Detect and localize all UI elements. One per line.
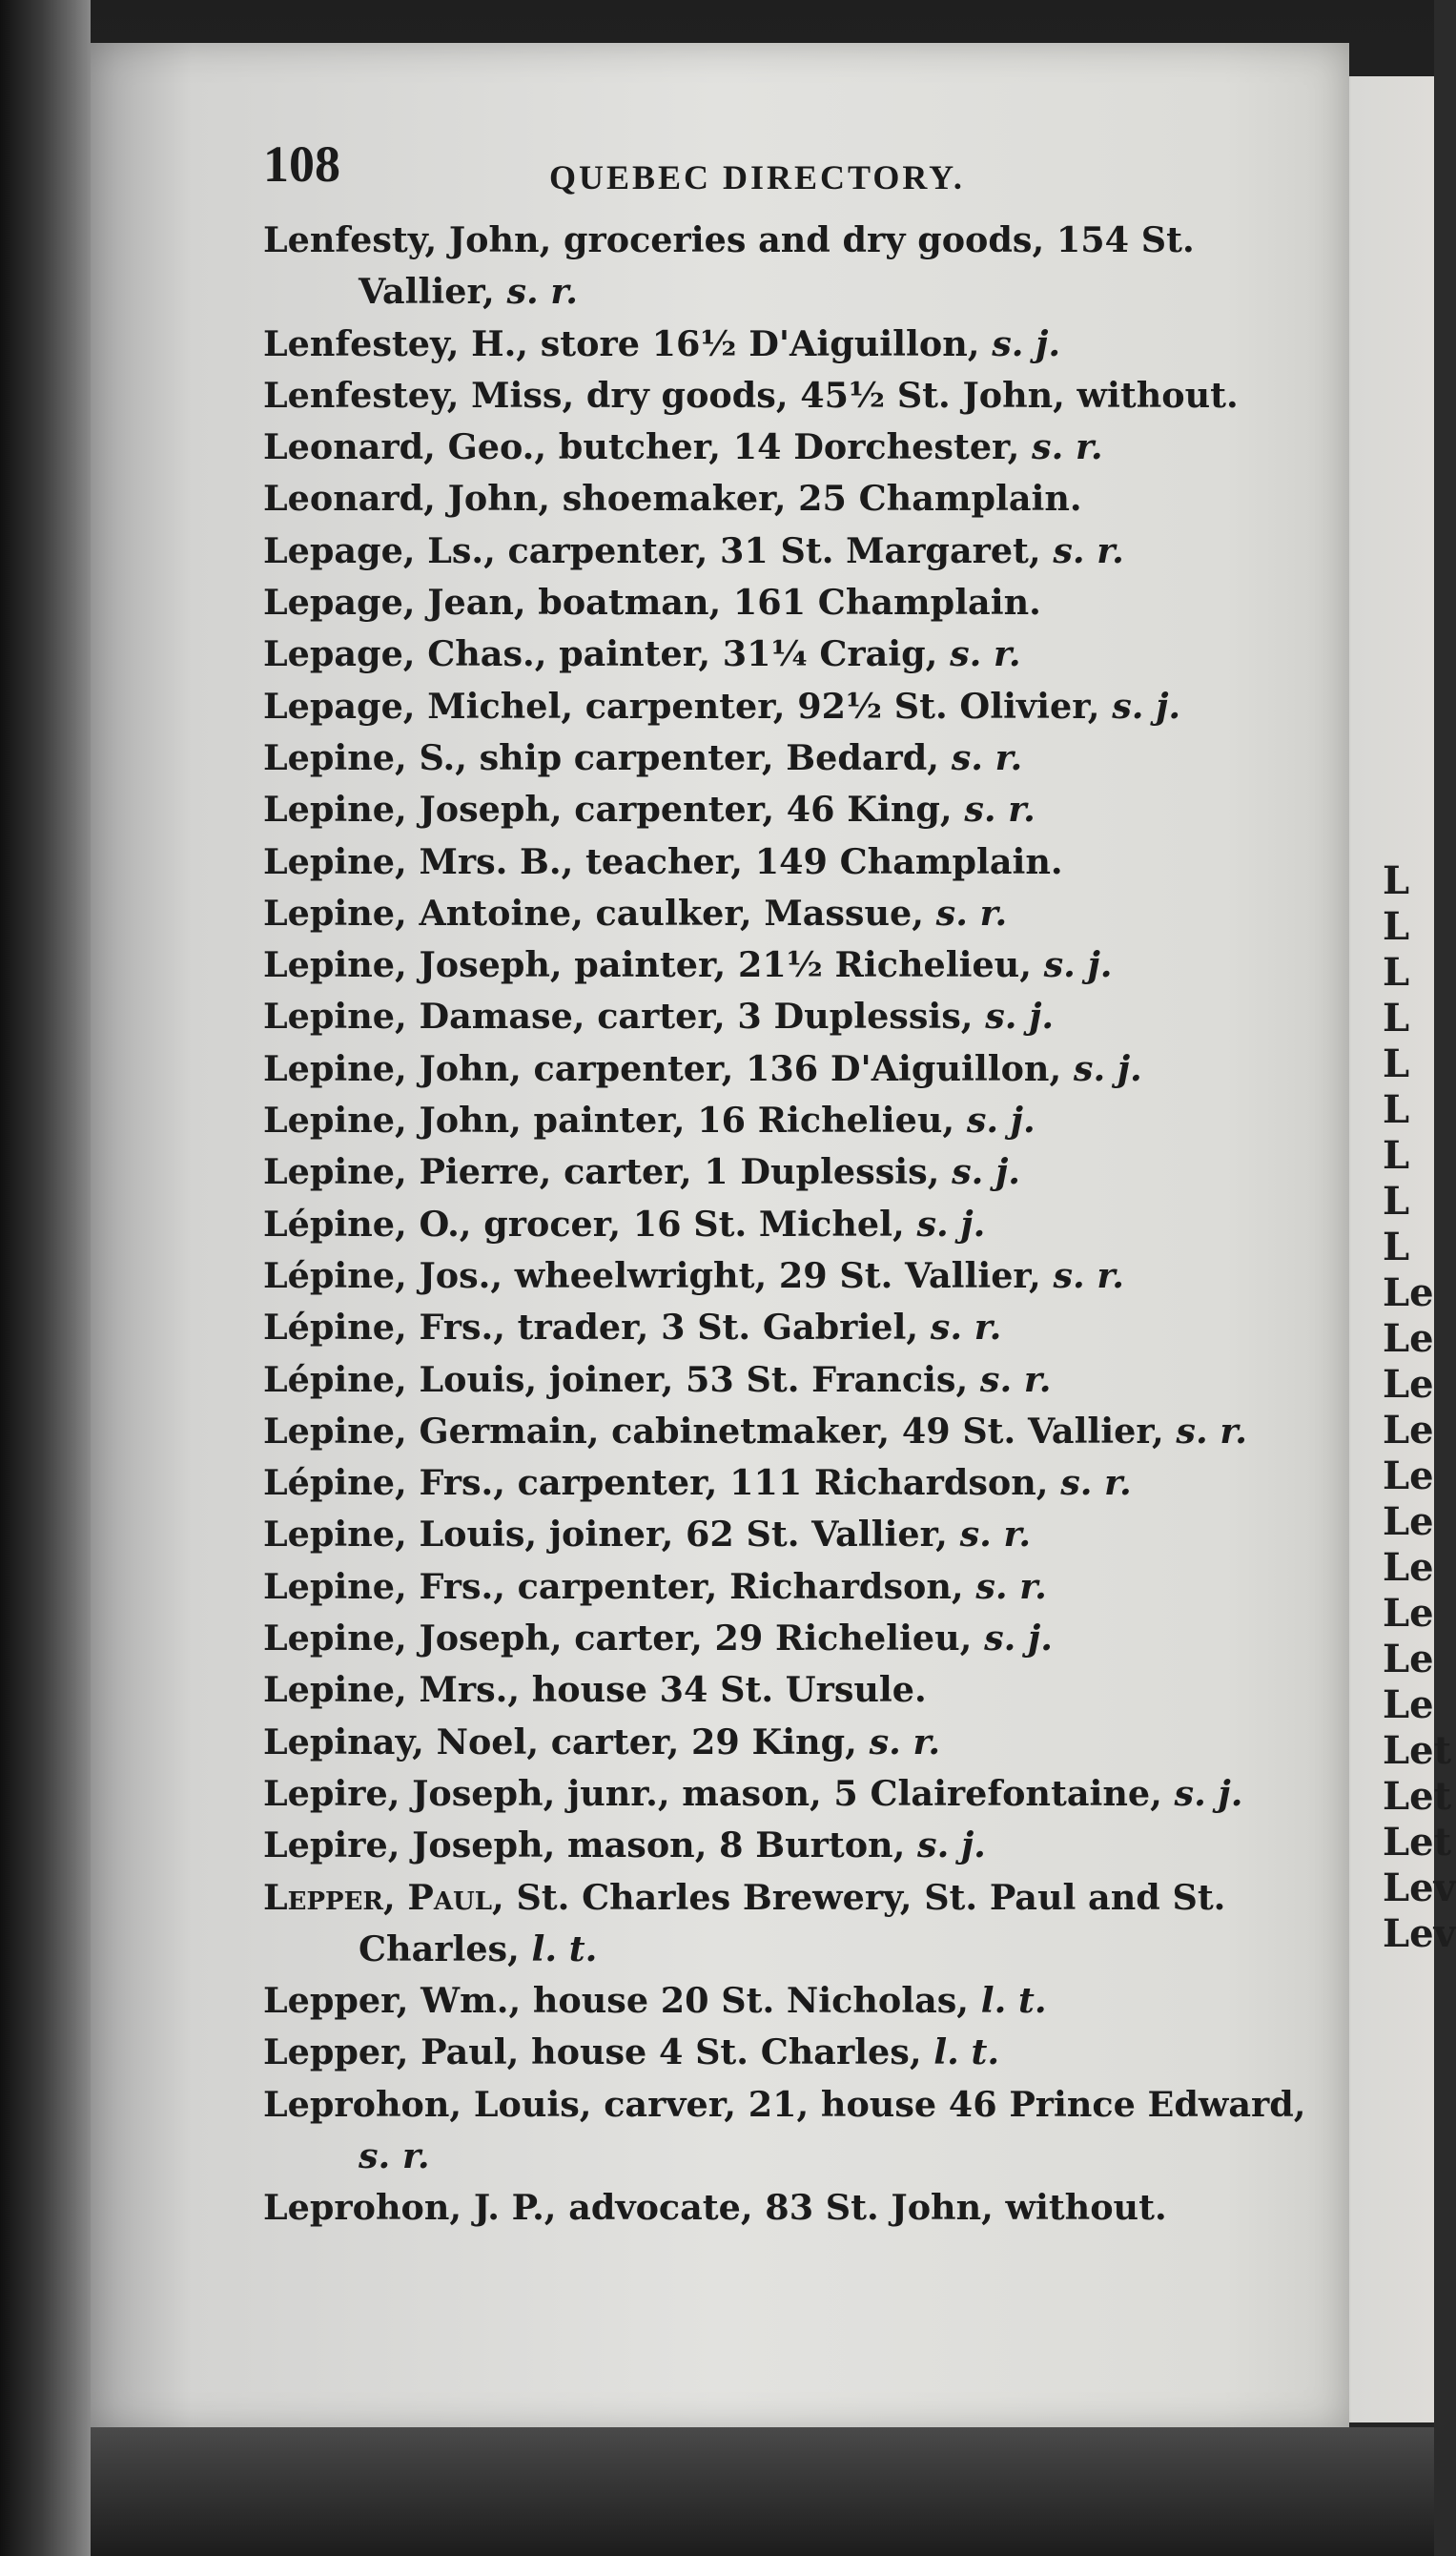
entry-text: Lépine, Frs., trader, 3 St. Gabriel, [263,1307,919,1349]
entry-location: s. r. [1053,529,1124,571]
entry-text: Lepper, Paul, house 4 St. Charles, [263,2031,922,2073]
directory-entry [263,836,1322,888]
entry-text: Lepine, S., ship carpenter, Bedard, [263,736,939,778]
entry-text: Lepper, Wm., house 20 St. Nicholas, [263,1980,970,2022]
directory-entry [263,939,1322,991]
facing-page-letter: Le [1383,1637,1434,1681]
entry-location: l. t. [933,2031,1000,2073]
directory-entry [263,1043,1322,1095]
page-header [263,135,1322,215]
entry-text: Leprohon, Louis, carver, 21, house 46 Prince Edward, [263,2083,1306,2125]
facing-page-letter: L [1383,1041,1410,1086]
facing-page-letter: Lev [1383,1865,1456,1910]
entry-text: Lépine, Jos., wheelwright, 29 St. Vallier, [263,1254,1041,1296]
entry-location: s. j. [984,1618,1053,1659]
directory-entry [263,1250,1322,1302]
entry-location: s. r. [959,1514,1032,1556]
entry-location: s. j. [992,322,1061,364]
directory-entry [263,2182,1322,2234]
facing-page-letter: Le [1383,1362,1434,1407]
directory-entry [263,1975,1322,2027]
entry-location: s. j. [966,1100,1036,1142]
directory-entry [263,577,1322,629]
entry-text: Leonard, Geo., butcher, 14 Dorchester, [263,426,1020,468]
entry-text: Lepage, Michel, carpenter, 92½ St. Olivier, [263,685,1100,727]
directory-entry [263,1095,1322,1146]
directory-entry [263,1146,1322,1198]
directory-entry [263,784,1322,835]
directory-entry [263,2079,1322,2183]
directory-entry [263,888,1322,939]
facing-page-letter: L [1383,1133,1410,1178]
facing-page-letter: Le [1383,1591,1434,1636]
directory-entry [263,1717,1322,1768]
entry-location: s. j. [917,1824,986,1866]
entry-location: s. r. [979,1358,1052,1400]
entry-text: Lepire, Joseph, mason, 8 Burton, [263,1824,906,1866]
page-content [263,135,1322,2235]
page-bottom-shadow [91,2427,1434,2556]
entry-text: Lepine, Joseph, painter, 21½ Richelieu, [263,944,1032,986]
entry-text: Lépine, Frs., carpenter, 111 Richardson, [263,1462,1049,1504]
entry-location: s. j. [916,1203,986,1245]
entry-location: s. r. [935,892,1008,934]
entry-text: Lepine, Pierre, carter, 1 Duplessis, [263,1151,940,1193]
entry-text: Lépine, O., grocer, 16 St. Michel, [263,1203,905,1245]
entry-location: s. j. [985,996,1055,1038]
entry-name-caps: Lepper, Paul, [263,1876,504,1918]
directory-entry [263,1768,1322,1820]
entry-text: Lepine, John, painter, 16 Richelieu, [263,1100,955,1142]
facing-page-letter: Le [1383,1453,1434,1498]
directory-entry [263,473,1322,525]
entry-text: Lepinay, Noel, carter, 29 King, [263,1721,857,1762]
directory-entry [263,1406,1322,1457]
entry-text: Lepage, Ls., carpenter, 31 St. Margaret, [263,529,1041,571]
facing-page-letter: Lev [1383,1911,1456,1956]
entry-location: s. j. [1043,944,1113,986]
directory-entry [263,2027,1322,2078]
entry-location: s. j. [1073,1047,1142,1089]
entry-location: s. r. [1176,1410,1247,1452]
facing-page-letter: Let [1383,1820,1452,1865]
entry-text: Lepine, Mrs., house 34 St. Ursule. [263,1669,927,1711]
entry-text: Lepine, Germain, cabinetmaker, 49 St. Vallier, [263,1410,1164,1452]
entry-location: s. r. [1060,1462,1132,1504]
entry-text: Lepire, Joseph, junr., mason, 5 Clairefontaine, [263,1772,1162,1814]
entry-location: s. r. [950,633,1021,675]
directory-entry [263,1820,1322,1871]
entry-location: s. r. [1053,1254,1124,1296]
directory-entry [263,1561,1322,1613]
directory-entry [263,422,1322,473]
directory-entry [263,1457,1322,1509]
directory-entry [263,732,1322,784]
entry-location: s. r. [975,1565,1047,1607]
directory-entry [263,370,1322,422]
directory-entry [263,681,1322,732]
facing-page-letter: Le [1383,1499,1434,1544]
entry-location: s. j. [1174,1772,1243,1814]
entry-text: Lepine, Antoine, caulker, Massue, [263,892,924,934]
facing-page-letter: L [1383,1225,1410,1269]
entry-text: Leprohon, J. P., advocate, 83 St. John, without. [263,2187,1167,2229]
facing-page-letter: Le [1383,1270,1434,1315]
entry-text: Lepage, Jean, boatman, 161 Champlain. [263,582,1041,624]
entry-text: St. Charles Brewery, St. Paul and St. Charles, [359,1876,1226,1969]
directory-entries [263,215,1322,2235]
entry-location: s. r. [951,736,1023,778]
directory-entry [263,991,1322,1042]
entry-text: Leonard, John, shoemaker, 25 Champlain. [263,478,1082,520]
facing-page-letter: Le [1383,1682,1434,1727]
running-head: QUEBEC DIRECTORY. [549,158,965,196]
entry-text: Lepine, Louis, joiner, 62 St. Vallier, [263,1514,948,1556]
directory-entry [263,1872,1322,1976]
page-number: 108 [263,135,340,193]
entry-location: l. t. [980,1980,1047,2022]
entry-text: Lepine, Joseph, carter, 29 Richelieu, [263,1618,973,1659]
entry-text: Lenfesty, John, groceries and dry goods, 154 St. Vallier, [263,219,1195,313]
facing-page-letters [1383,858,1456,1957]
entry-text: Lenfestey, H., store 16½ D'Aiguillon, [263,322,980,364]
entry-location: s. r. [359,2134,430,2176]
facing-page-letter: Let [1383,1728,1452,1773]
entry-text: Lepine, John, carpenter, 136 D'Aiguillon, [263,1047,1062,1089]
entry-location: s. j. [952,1151,1020,1193]
facing-page-letter: Le [1383,1316,1434,1361]
entry-location: l. t. [531,1927,598,1969]
book-binding [0,0,91,2556]
facing-page-letter: L [1383,1179,1410,1224]
directory-entry [263,629,1322,680]
facing-page-letter: L [1383,858,1410,903]
directory-entry [263,319,1322,370]
directory-entry [263,1354,1322,1406]
entry-location: s. r. [869,1721,941,1762]
facing-page-letter: L [1383,1087,1410,1132]
directory-entry [263,1199,1322,1250]
directory-entry [263,1664,1322,1716]
facing-page-letter: L [1383,950,1410,995]
entry-text: Lepine, Frs., carpenter, Richardson, [263,1565,964,1607]
entry-location: s. r. [506,271,579,313]
entry-location: s. r. [1032,426,1103,468]
directory-entry [263,1509,1322,1560]
entry-text: Lepine, Damase, carter, 3 Duplessis, [263,996,974,1038]
directory-entry [263,1302,1322,1353]
entry-text: Lépine, Louis, joiner, 53 St. Francis, [263,1358,969,1400]
entry-text: Lepage, Chas., painter, 31¼ Craig, [263,633,938,675]
facing-page-letter: Le [1383,1408,1434,1453]
entry-text: Lepine, Joseph, carpenter, 46 King, [263,789,953,831]
directory-entry [263,1613,1322,1664]
entry-text: Lenfestey, Miss, dry goods, 45½ St. John, without. [263,374,1239,416]
directory-entry [263,215,1322,319]
entry-text: Lepine, Mrs. B., teacher, 149 Champlain. [263,840,1063,882]
facing-page-letter: Let [1383,1774,1452,1819]
facing-page-letter: Le [1383,1545,1434,1590]
facing-page-letter: L [1383,904,1410,949]
directory-entry [263,526,1322,577]
entry-location: s. r. [930,1307,1002,1349]
entry-location: s. r. [964,789,1036,831]
entry-location: s. j. [1112,685,1181,727]
facing-page-letter: L [1383,996,1410,1041]
